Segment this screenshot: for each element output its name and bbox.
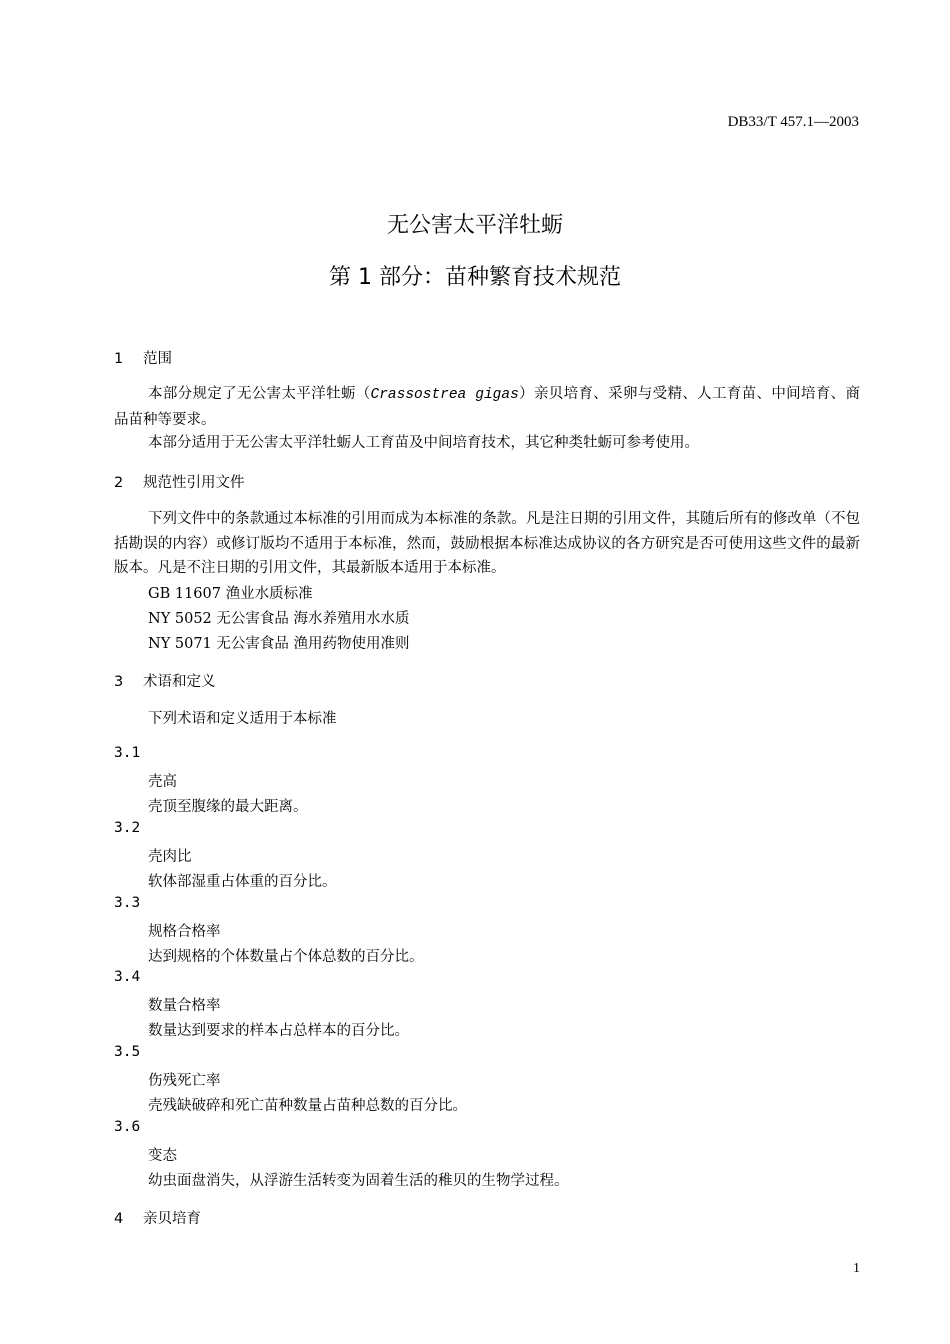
paragraph-text: ）亲贝培育、采卵与受精、人工育苗、中间培育、商品苗种等要求。 bbox=[114, 386, 860, 428]
section-number: 4 bbox=[114, 1211, 124, 1227]
term-definition: 壳残缺破碎和死亡苗种数量占苗种总数的百分比。 bbox=[148, 1098, 467, 1114]
paragraph: 本部分适用于无公害太平洋牡蛎人工育苗及中间培育技术，其它种类牡蛎可参考使用。 bbox=[148, 435, 699, 451]
section-title: 术语和定义 bbox=[143, 674, 216, 690]
paragraph: 下列术语和定义适用于本标准 bbox=[148, 711, 337, 727]
section-number: 3 bbox=[114, 674, 124, 690]
section-number: 2 bbox=[114, 475, 124, 491]
term-definition: 数量达到要求的样本占总样本的百分比。 bbox=[148, 1023, 409, 1039]
term-number: 3.5 bbox=[114, 1044, 141, 1060]
term-definition: 达到规格的个体数量占个体总数的百分比。 bbox=[148, 949, 424, 965]
term-number: 3.4 bbox=[114, 969, 141, 985]
paragraph: 下列文件中的条款通过本标准的引用而成为本标准的条款。凡是注日期的引用文件，其随后所有的修改单（不包括勘误的内容）或修订版均不适用于本标准，然而，鼓励根据本标准达成协议的各方研究是否可使用这些文件的最新版本。凡是不注日期的引用文件，其最新版本适用于本标准。 bbox=[114, 511, 860, 576]
term-number: 3.1 bbox=[114, 745, 141, 761]
section-heading bbox=[114, 670, 216, 691]
document-title: 无公害太平洋牡蛎 bbox=[386, 213, 563, 238]
term-definition: 软体部湿重占体重的百分比。 bbox=[148, 874, 337, 890]
document-part-title: 第 1 部分：苗种繁育技术规范 bbox=[329, 265, 621, 290]
section-number: 1 bbox=[114, 351, 124, 367]
term-number: 3.6 bbox=[114, 1119, 141, 1135]
section-heading bbox=[114, 347, 172, 368]
section-heading bbox=[114, 1207, 201, 1228]
page-number: 1 bbox=[853, 1261, 860, 1276]
term-name: 数量合格率 bbox=[148, 998, 221, 1014]
term-name: 规格合格率 bbox=[148, 924, 221, 940]
term-name: 伤残死亡率 bbox=[148, 1073, 221, 1089]
term-name: 变态 bbox=[148, 1148, 177, 1164]
reference-item: NY 5052 无公害食品 海水养殖用水水质 bbox=[148, 611, 410, 627]
document-number: DB33/T 457.1—2003 bbox=[727, 114, 859, 130]
reference-item: NY 5071 无公害食品 渔用药物使用准则 bbox=[148, 636, 410, 652]
paragraph-text: 本部分规定了无公害太平洋牡蛎（ bbox=[148, 386, 371, 402]
term-definition: 壳顶至腹缘的最大距离。 bbox=[148, 799, 308, 815]
reference-item: GB 11607 渔业水质标准 bbox=[148, 586, 313, 602]
paragraph bbox=[114, 382, 860, 432]
latin-name: Crassostrea gigas bbox=[370, 387, 519, 403]
term-name: 壳肉比 bbox=[148, 849, 192, 865]
section-title: 范围 bbox=[143, 351, 172, 367]
section-title: 亲贝培育 bbox=[143, 1211, 201, 1227]
section-heading bbox=[114, 471, 245, 492]
term-number: 3.2 bbox=[114, 820, 141, 836]
term-name: 壳高 bbox=[148, 774, 177, 790]
term-number: 3.3 bbox=[114, 895, 141, 911]
section-title: 规范性引用文件 bbox=[143, 475, 245, 491]
term-definition: 幼虫面盘消失，从浮游生活转变为固着生活的稚贝的生物学过程。 bbox=[148, 1173, 569, 1189]
